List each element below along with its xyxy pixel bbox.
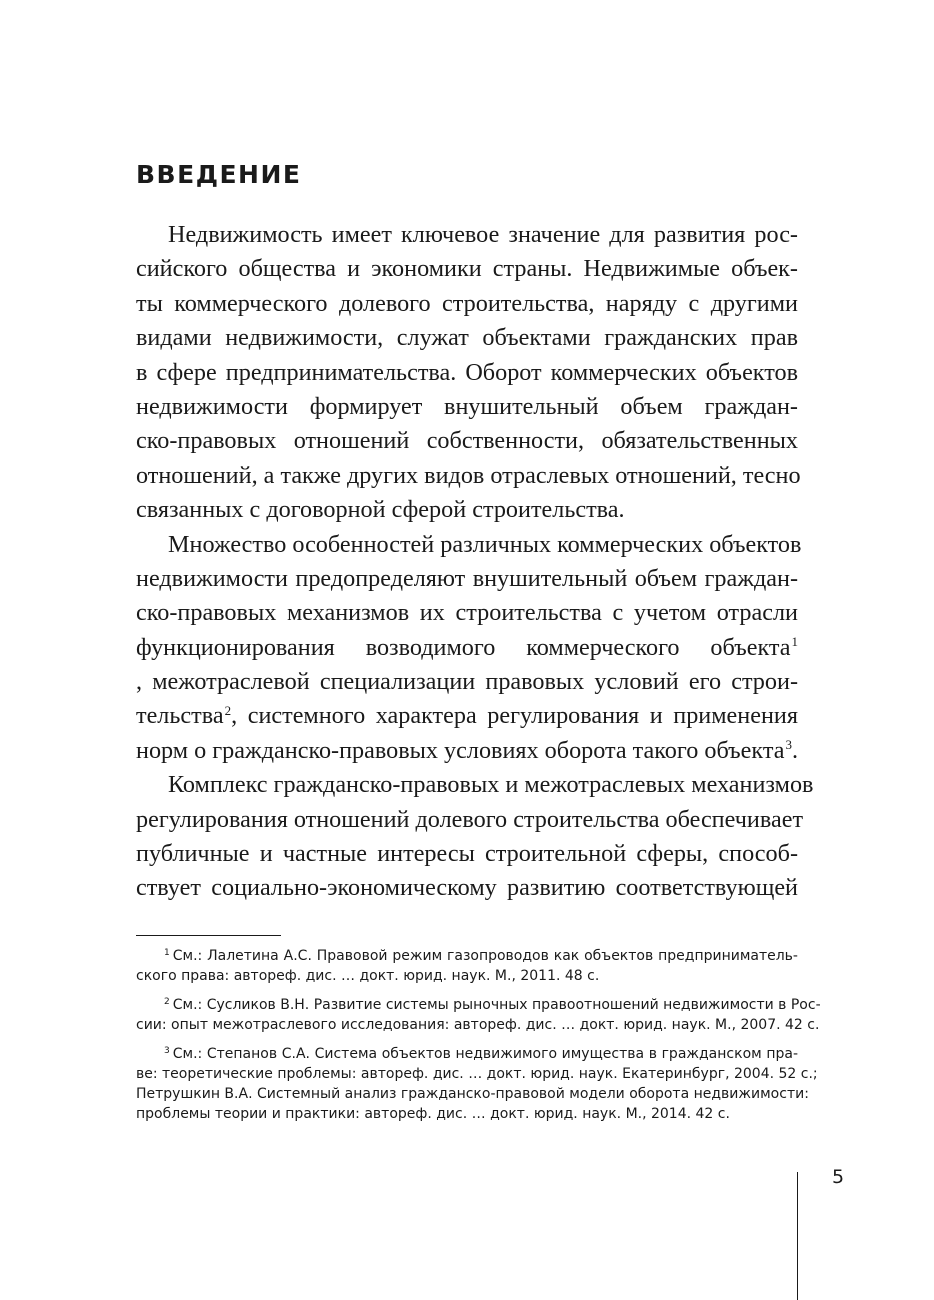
- text-line: публичные и частные интересы строительной сферы, способ-: [136, 840, 798, 868]
- text-line: ствует социально-экономическому развитию соответствующей: [136, 874, 798, 902]
- footnote-line: сии: опыт межотраслевого исследования: автореф. дис. … докт. юрид. наук. М., 2007. 42 с.: [136, 1017, 820, 1033]
- text-line: Недвижимость имеет ключевое значение для развития рос-: [168, 221, 798, 248]
- text-line: ты коммерческого долевого строительства, наряду с другими: [136, 289, 798, 317]
- text-line: [136, 734, 798, 768]
- footnote-number: 1: [164, 947, 170, 958]
- text-line: ско-правовых механизмов их строительства с учетом отрасли: [136, 599, 798, 627]
- text-segment: норм о гражданско-правовых условиях оборота такого объекта: [136, 736, 785, 764]
- footnote-ref-2[interactable]: 2: [224, 703, 232, 719]
- footnote-ref-3[interactable]: 3: [785, 737, 792, 753]
- footnote-2: [136, 995, 821, 1035]
- footnote-divider: [136, 935, 281, 936]
- text-segment: См.: Сусликов В.Н. Развитие системы рыночных правоотношений недвижимости в Рос-: [172, 997, 821, 1013]
- text-line: связанных с договорной сферой строительства.: [136, 496, 625, 524]
- footnote-line: [136, 1044, 798, 1064]
- text-line: отношений, а также других видов отраслевых отношений, тесно: [136, 461, 801, 489]
- footnote-number: 2: [164, 996, 170, 1007]
- footnote-line: проблемы теории и практики: автореф. дис. … докт. юрид. наук. М., 2014. 42 с.: [136, 1106, 730, 1122]
- footnotes: [136, 946, 821, 1133]
- text-line: недвижимости предопределяют внушительный объем граждан-: [136, 564, 798, 592]
- text-line: ско-правовых отношений собственности, обязательственных: [136, 427, 798, 455]
- text-segment: функционирования возводимого коммерческого объекта: [136, 633, 791, 661]
- text-segment: тельства: [136, 702, 224, 730]
- paragraph-2: [136, 528, 802, 769]
- text-segment: .: [791, 736, 798, 764]
- text-segment: , системного характера регулирования и применения: [231, 702, 798, 730]
- text-line: , межотраслевой специализации правовых условий его строи-: [136, 668, 798, 696]
- footnote-1: [136, 946, 798, 986]
- footnote-3: [136, 1044, 818, 1124]
- chapter-heading: ВВЕДЕНИЕ: [136, 160, 302, 189]
- paragraph-3: [136, 768, 814, 906]
- text-line: в сфере предпринимательства. Оборот коммерческих объектов: [136, 358, 798, 386]
- text-line: видами недвижимости, служат объектами гражданских прав: [136, 324, 798, 352]
- footnote-line: [136, 995, 821, 1015]
- text-line: недвижимости формирует внушительный объем граждан-: [136, 392, 798, 420]
- page-number: 5: [832, 1166, 845, 1188]
- text-segment: См.: Степанов С.А. Система объектов недвижимого имущества в гражданском пра-: [172, 1046, 798, 1062]
- text-line: сийского общества и экономики страны. Недвижимые объек-: [136, 255, 798, 283]
- footnote-number: 3: [164, 1045, 170, 1056]
- text-line: регулирования отношений долевого строительства обеспечивает: [136, 805, 804, 833]
- text-line: Множество особенностей различных коммерческих объектов: [168, 530, 802, 558]
- page-number-rule: [797, 1172, 798, 1300]
- footnote-ref-1[interactable]: 1: [791, 634, 798, 650]
- paragraph-1: [136, 218, 801, 528]
- footnote-line: ве: теоретические проблемы: автореф. дис. … докт. юрид. наук. Екатеринбург, 2004. 52 с.;: [136, 1066, 818, 1082]
- text-line: Комплекс гражданско-правовых и межотраслевых механизмов: [168, 771, 814, 799]
- footnote-line: ского права: автореф. дис. … докт. юрид. наук. М., 2011. 48 с.: [136, 968, 600, 984]
- body-text: [136, 218, 814, 906]
- text-line: [136, 699, 798, 733]
- footnote-line: Петрушкин В.А. Системный анализ гражданско-правовой модели оборота недвижимости:: [136, 1086, 809, 1102]
- text-line: [136, 631, 798, 665]
- text-segment: См.: Лалетина А.С. Правовой режим газопроводов как объектов предприниматель-: [172, 948, 798, 964]
- footnote-line: [136, 946, 798, 966]
